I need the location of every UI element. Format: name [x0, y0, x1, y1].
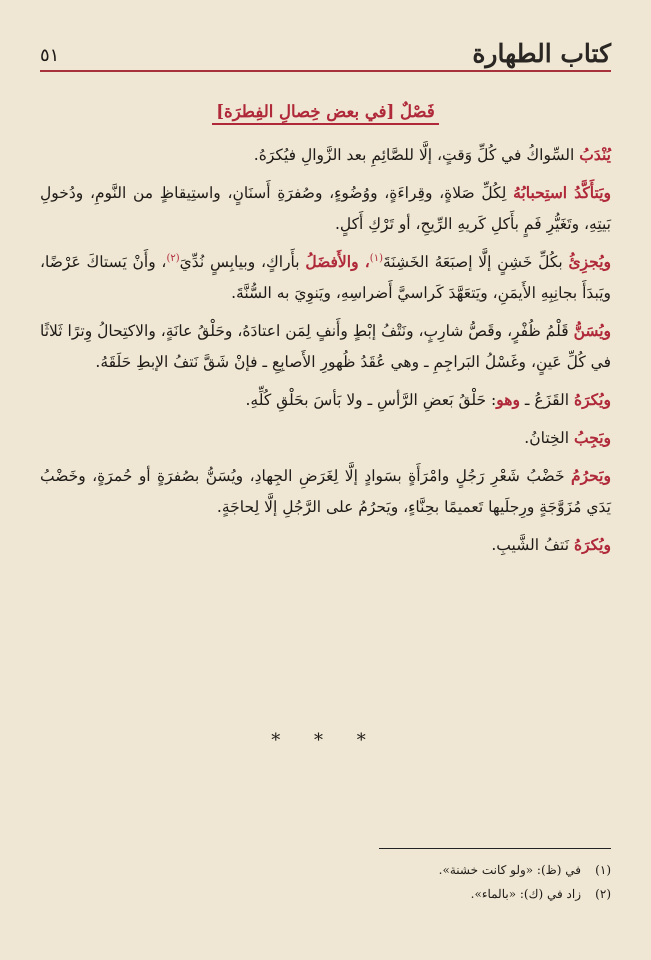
paragraph-khitan: [40, 422, 611, 454]
header-rule: [40, 70, 611, 72]
paragraph-sunan: [40, 315, 611, 378]
paragraph-dyeing: [40, 460, 611, 523]
footnote-2: [40, 882, 611, 906]
paragraph-text: السِّواكُ في كُلِّ وَقتٍ، إلَّا للصَّائِمِ بعد الزَّوالِ فيُكرَهُ.: [253, 146, 580, 164]
section-title: [40, 96, 611, 129]
paragraph-text-2: بأَراكٍ، وبيابِسٍ نُدِّيَ: [179, 253, 306, 271]
book-title: كتاب الطهارة: [472, 39, 611, 68]
paragraph-text: خَضْبُ شَعْرِ رَجُلٍ وامْرَأَةٍ بسَوادٍ إلَّا لِغَرَضِ الجِهادِ، ويُسَنُّ بصُفرَةٍ أو حُمرَةٍ، وخَضْبُ يَدَي مُزَوَّجَةٍ ورِجلَيها تَعميمًا بحِنَّاءٍ، ويَحرُمُ على الرَّجُلِ إلَّا لِحاجَةٍ.: [40, 467, 611, 516]
keyword: يُنْدَبُ: [579, 145, 611, 164]
keyword: ويَتأَكَّدُ استِحبابُهُ: [513, 183, 611, 202]
keyword: ويُكرَهُ: [573, 390, 611, 409]
paragraph-text: الخِتانُ.: [524, 429, 574, 447]
paragraph-emphasis: [40, 177, 611, 240]
footnote-ref-1[interactable]: (١): [369, 252, 383, 264]
keyword: ويُجزِئُ: [568, 252, 611, 271]
section-separator: * * *: [271, 730, 380, 751]
paragraph-grey-hair: [40, 529, 611, 561]
page-number: ٥١: [40, 45, 60, 66]
paragraph-text-2: : حَلْقُ بَعضِ الرَّأسِ ـ ولا بَأسَ بحَلْقِ كُلِّهِ.: [245, 391, 497, 409]
keyword: ويَجِبُ: [573, 428, 611, 447]
paragraph-text: لِكُلِّ صَلاةٍ، وقِراءَةٍ، ووُضُوءٍ، وصُفرَةِ أَسنَانٍ، واستِيقاظٍ من النَّومِ، ودُخولِ بَيتِهِ، وتَغَيُّرِ فَمٍ بأَكلِ كَريهِ الرِّيحِ، أو تَرْكِ أَكلٍ.: [40, 184, 611, 233]
page-header: [40, 22, 611, 70]
keyword-huwa: وهو: [496, 390, 520, 409]
paragraph-text: قَلْمُ ظُفْرٍ، وقَصُّ شارِبٍ، ونَتْفُ إبْطٍ وأَنفٍ لِمَن اعتادَهُ، وحَلْقُ عانَةٍ، والاكتِحالُ وِترًا ثَلاثًا في كُلِّ عَينٍ، وغَسْلُ البَراجِمِ ـ وهي عُقَدُ ظُهورِ الأَصابِعِ ـ فإنْ شَقَّ نَتفُ الإبطِ حَلَقَهُ.: [40, 322, 611, 371]
footnotes: [40, 858, 611, 906]
paragraph-siwak: [40, 139, 611, 171]
keyword: ويَحرُمُ: [571, 466, 611, 485]
footnote-text: زاد في (ك): «بالماء».: [470, 887, 581, 901]
footnote-number: (١): [595, 863, 611, 877]
paragraph-text: القَزَعُ ـ: [519, 391, 574, 409]
footnote-rule: [379, 848, 611, 849]
section-heading: [في بعض خِصالِ الفِطرَة]: [216, 102, 395, 121]
keyword: ويُكرَهُ: [573, 535, 611, 554]
section-label: فَصْلٌ: [400, 102, 435, 121]
footnote-ref-2[interactable]: (٢): [166, 252, 180, 264]
footnote-number: (٢): [595, 887, 611, 901]
paragraph-text: نَتفُ الشَّيبِ.: [491, 536, 574, 554]
page-body: [40, 96, 611, 567]
paragraph-sufficiency: [40, 246, 611, 309]
footnote-1: [40, 858, 611, 882]
paragraph-text: بكُلِّ خَشِنٍ إلَّا إصبَعَهُ الخَشِنَةَ: [382, 253, 569, 271]
keyword: ويُسَنُّ: [573, 321, 611, 340]
keyword-afdal: ، والأَفضَلُ: [305, 252, 370, 271]
footnote-text: في (ظ): «ولو كانت خشنة».: [438, 863, 581, 877]
paragraph-text-3: ، وأَنْ يَستاكَ عَرْضًا، ويَبدَأَ بجانِبِهِ الأَيمَنِ، ويَتعَهَّدَ كَراسيَّ أَضراسِهِ، ويَنوِيَ به السُّنَّةَ.: [40, 253, 611, 302]
paragraph-qaza: [40, 384, 611, 416]
